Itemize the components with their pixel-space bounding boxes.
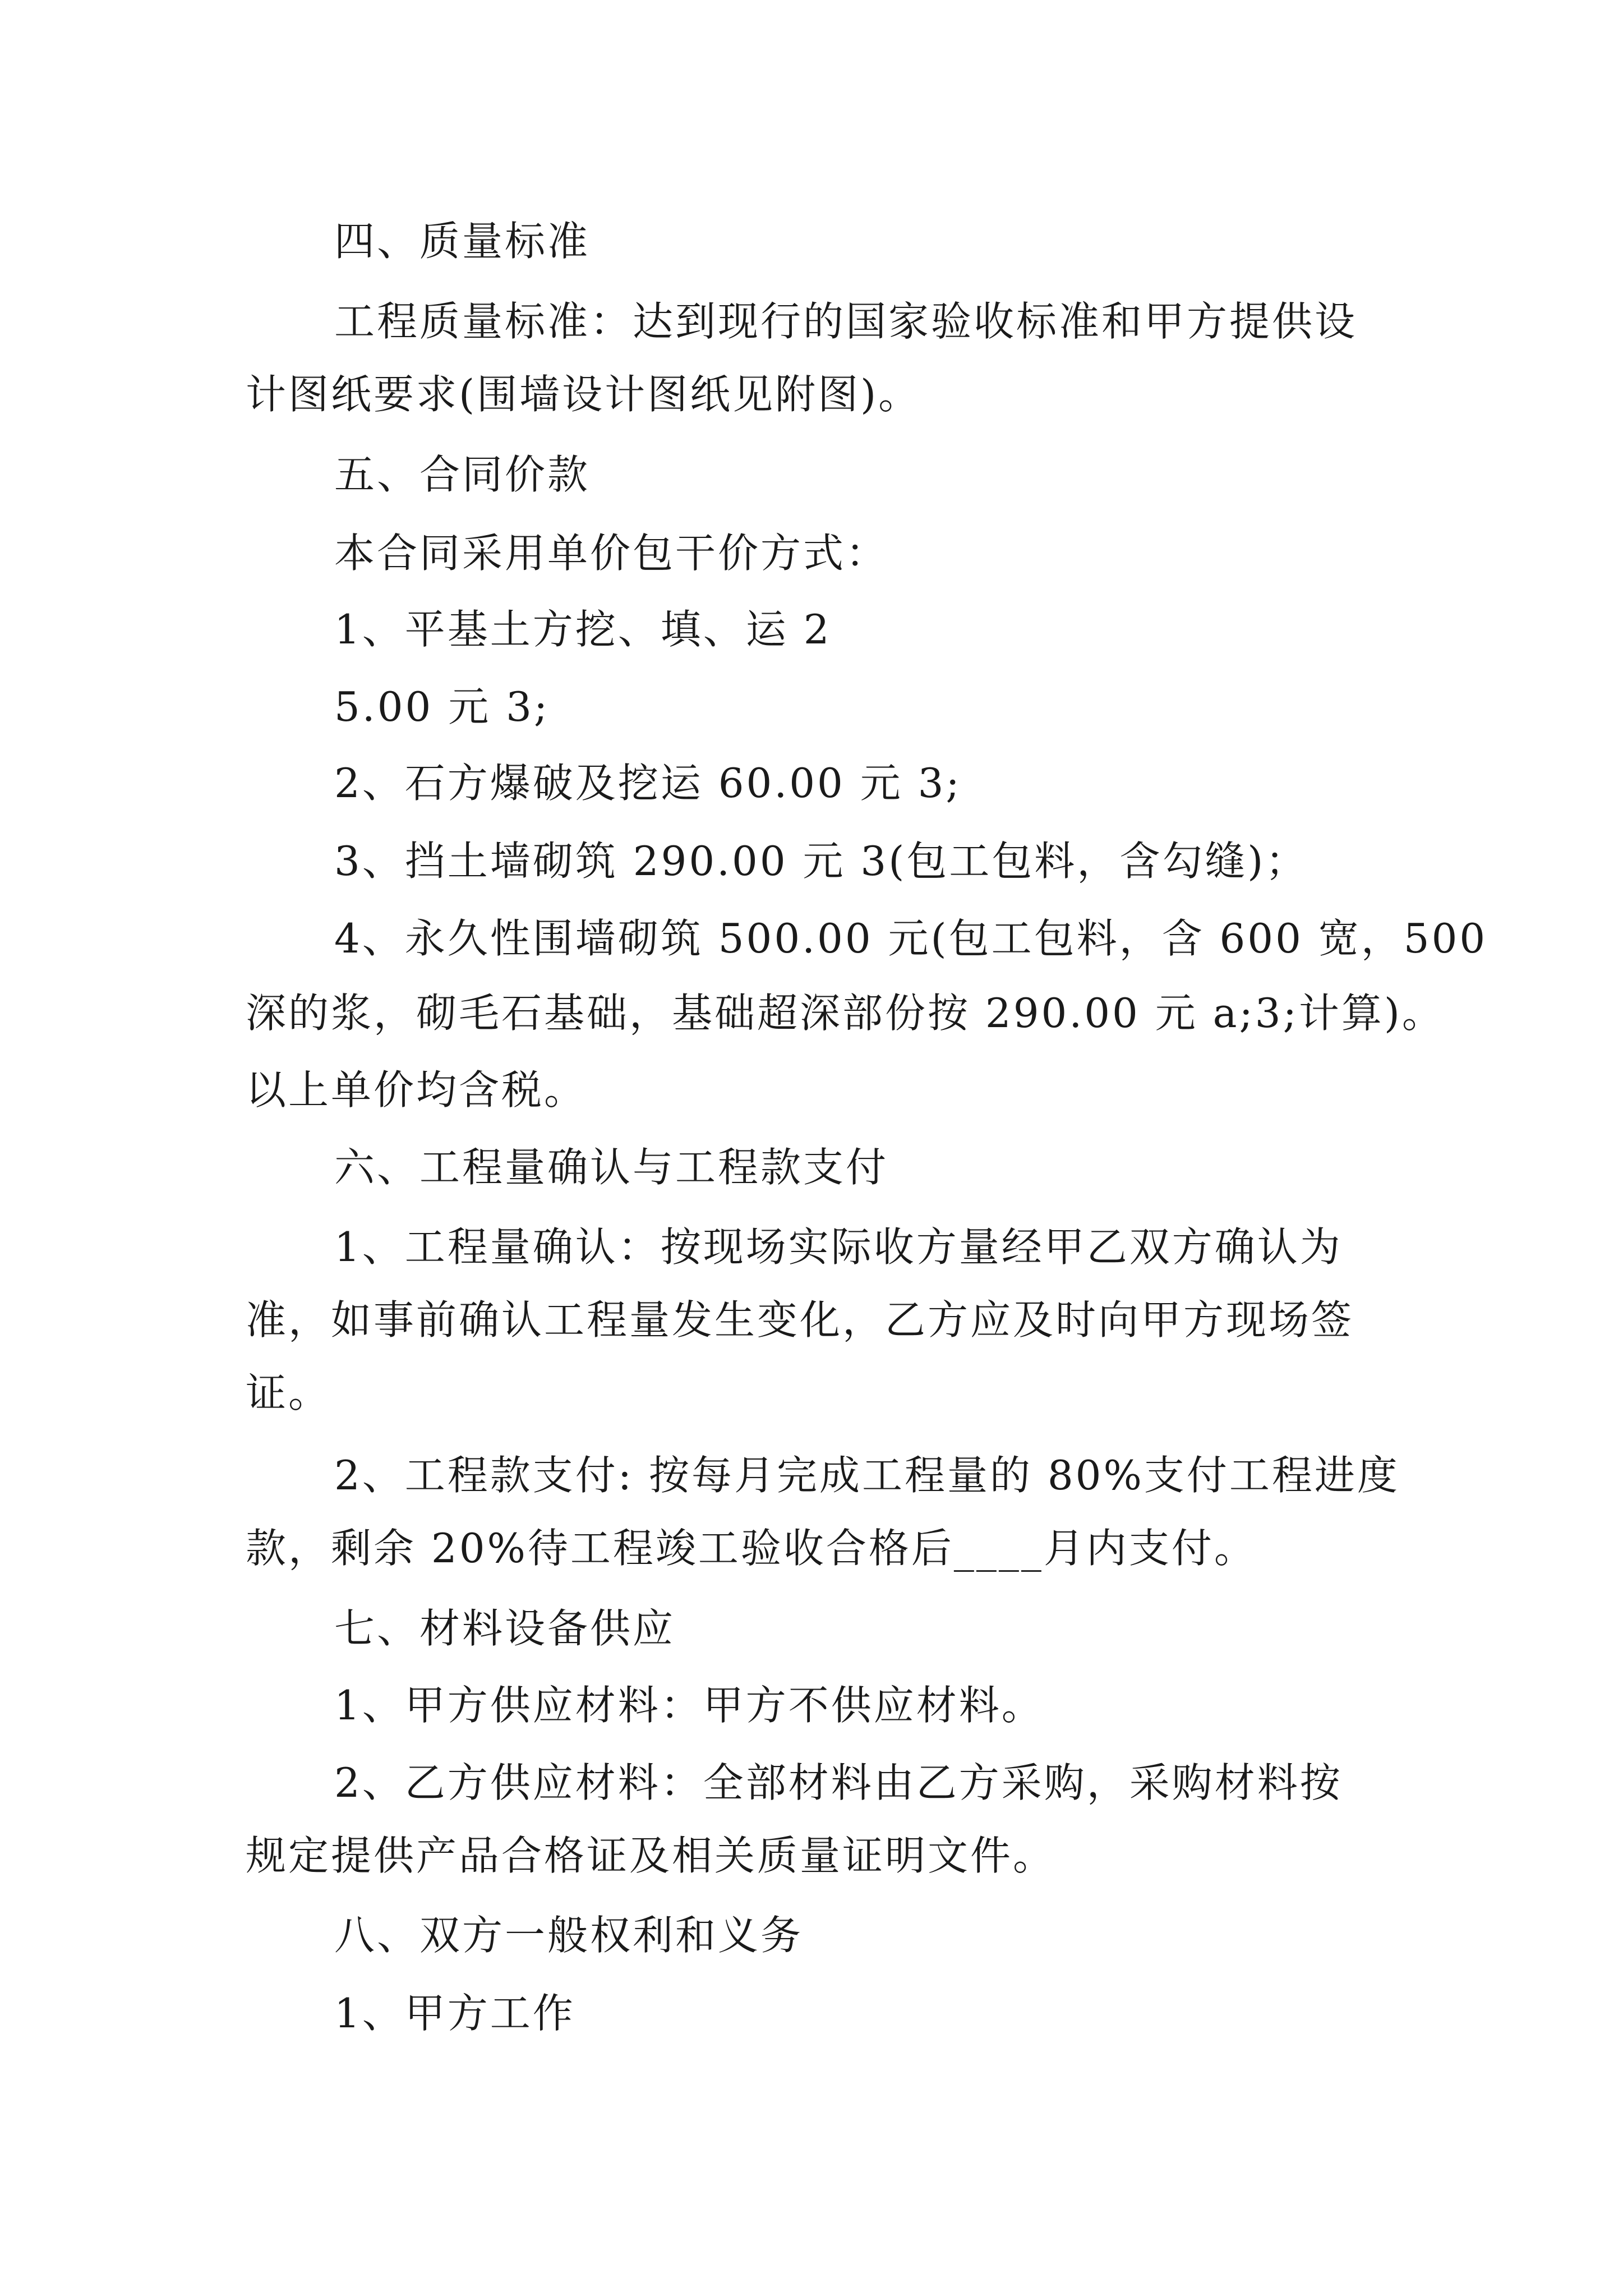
list-item: 1、平基土方挖、填、运 2 (334, 606, 832, 653)
list-item: 4、永久性围墙砌筑 500.00 元(包工包料，含 600 宽，500 (334, 915, 1488, 962)
list-item-continuation: 准，如事前确认工程量发生变化，乙方应及时向甲方现场签 (246, 1296, 1354, 1343)
section-heading-rights-duties: 八、双方一般权利和义务 (334, 1912, 804, 1959)
list-item-continuation: 深的浆，砌毛石基础，基础超深部份按 290.00 元 a;3;计算)。 (246, 990, 1445, 1037)
list-item: 1、甲方工作 (334, 1990, 575, 2037)
paragraph-line: 本合同采用单价包干价方式： (334, 530, 889, 577)
section-heading-quantity-payment: 六、工程量确认与工程款支付 (334, 1144, 889, 1191)
section-heading-materials: 七、材料设备供应 (334, 1605, 676, 1652)
list-item: 3、挡土墙砌筑 290.00 元 3(包工包料，含勾缝)； (334, 838, 1308, 885)
section-heading-price: 五、合同价款 (334, 451, 591, 498)
list-item-continuation: 证。 (246, 1369, 331, 1416)
list-item-continuation: 5.00 元 3; (334, 683, 550, 730)
list-item: 1、工程量确认：按现场实际收方量经甲乙双方确认为 (334, 1223, 1343, 1271)
section-heading-quality: 四、质量标准 (334, 218, 591, 265)
list-item-continuation: 款，剩余 20%待工程竣工验收合格后____月内支付。 (246, 1525, 1257, 1572)
paragraph-line: 以上单价均含税。 (246, 1066, 587, 1114)
list-item: 2、乙方供应材料：全部材料由乙方采购，采购材料按 (334, 1759, 1343, 1806)
paragraph-line: 工程质量标准：达到现行的国家验收标准和甲方提供设 (334, 298, 1358, 345)
paragraph-line: 计图纸要求(围墙设计图纸见附图)。 (246, 371, 921, 418)
list-item-continuation: 规定提供产品合格证及相关质量证明文件。 (246, 1832, 1056, 1879)
list-item: 1、甲方供应材料：甲方不供应材料。 (334, 1682, 1044, 1729)
list-item: 2、工程款支付: 按每月完成工程量的 80%支付工程进度 (334, 1452, 1400, 1499)
list-item: 2、石方爆破及挖运 60.00 元 3; (334, 760, 962, 807)
